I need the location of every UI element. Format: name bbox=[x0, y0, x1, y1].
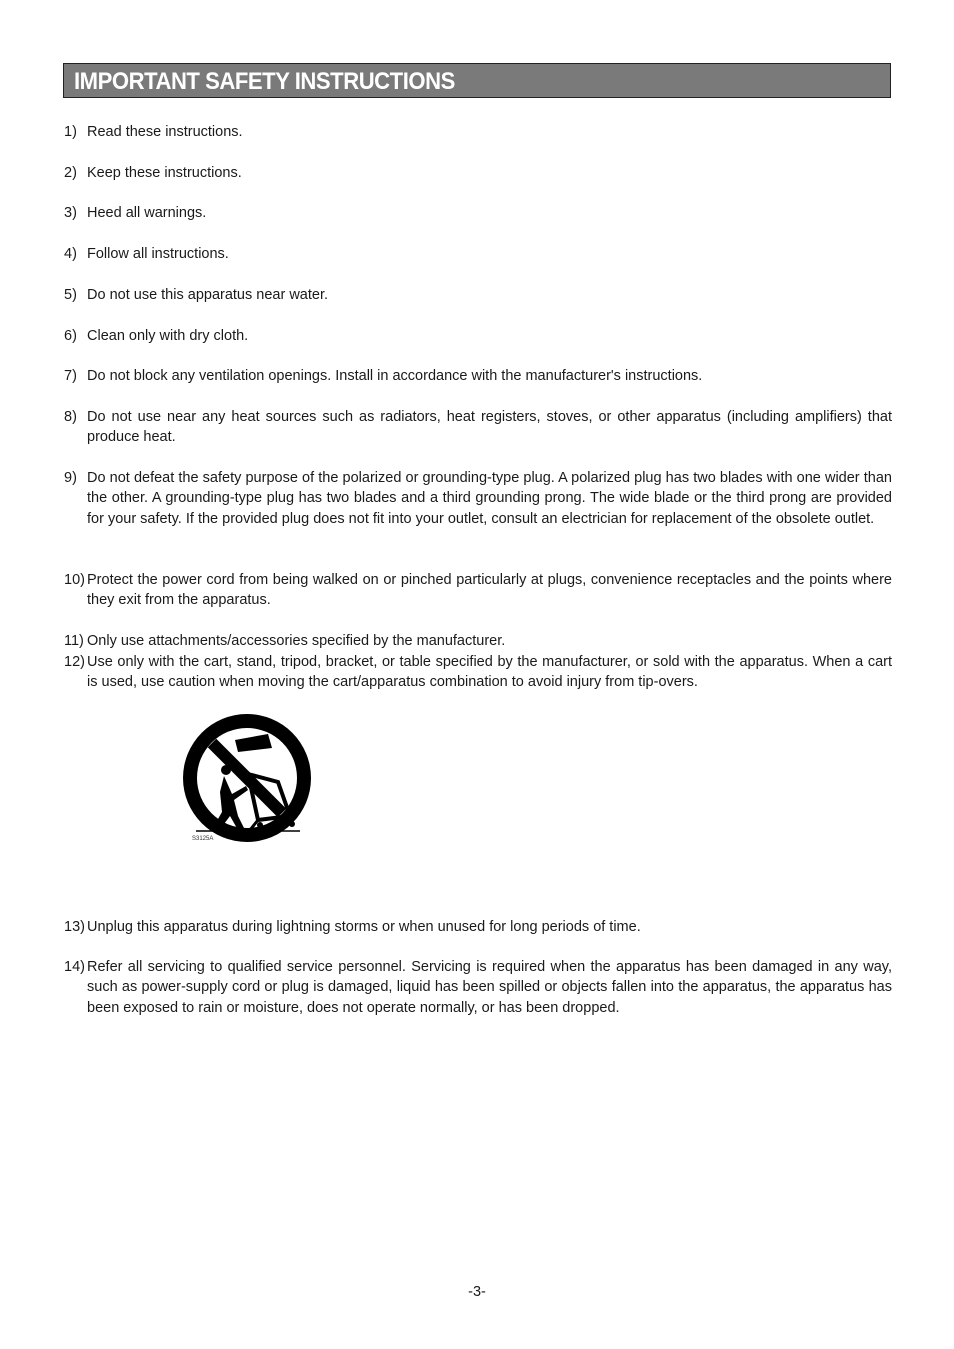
item-text: Use only with the cart, stand, tripod, bracket, or table specified by the manufacturer, or sold with the apparatus. When a cart is used, use caution when moving the cart/apparatus combination to avoid injury from tip-overs. bbox=[87, 654, 892, 691]
item-number: 5) bbox=[64, 287, 77, 303]
item-text: Follow all instructions. bbox=[87, 246, 229, 262]
item-number: 10) bbox=[64, 572, 85, 588]
instruction-item-3 bbox=[64, 203, 892, 223]
section-header bbox=[63, 63, 891, 98]
item-text: Only use attachments/accessories specified by the manufacturer. bbox=[87, 633, 506, 649]
item-number: 2) bbox=[64, 165, 77, 181]
item-text: Clean only with dry cloth. bbox=[87, 328, 249, 344]
item-number: 12) bbox=[64, 654, 85, 670]
item-text: Do not defeat the safety purpose of the polarized or grounding-type plug. A polarized plug has two blades with one wider than the other. A grounding-type plug has two blades and a third grounding prong. The wide blade or the third prong are provided for your safety. If the provided plug does not fit into your outlet, consult an electrician for replacement of the obsolete outlet. bbox=[87, 470, 892, 527]
item-number: 13) bbox=[64, 919, 85, 935]
instruction-item-2 bbox=[64, 163, 892, 183]
item-text: Do not block any ventilation openings. Install in accordance with the manufacturer's instructions. bbox=[87, 368, 703, 384]
instruction-item-7 bbox=[64, 366, 892, 386]
item-number: 11) bbox=[64, 633, 84, 649]
page-title: IMPORTANT SAFETY INSTRUCTIONS bbox=[74, 68, 455, 95]
item-text: Protect the power cord from being walked on or pinched particularly at plugs, convenience receptacles and the points where they exit from the apparatus. bbox=[87, 572, 892, 609]
item-number: 8) bbox=[64, 409, 77, 425]
instruction-item-13 bbox=[64, 917, 892, 937]
item-number: 6) bbox=[64, 328, 77, 344]
item-text: Heed all warnings. bbox=[87, 205, 207, 221]
item-text: Do not use this apparatus near water. bbox=[87, 287, 329, 303]
item-text: Read these instructions. bbox=[87, 124, 243, 140]
instruction-item-12 bbox=[64, 652, 892, 693]
instruction-item-8 bbox=[64, 407, 892, 448]
item-text: Do not use near any heat sources such as radiators, heat registers, stoves, or other apparatus (including amplifiers) that produce heat. bbox=[87, 409, 892, 446]
instruction-item-14 bbox=[64, 957, 892, 1018]
item-text: Keep these instructions. bbox=[87, 165, 242, 181]
item-text: Unplug this apparatus during lightning storms or when unused for long periods of time. bbox=[87, 919, 641, 935]
instruction-item-5 bbox=[64, 285, 892, 305]
instruction-item-6 bbox=[64, 326, 892, 346]
instruction-item-4 bbox=[64, 244, 892, 264]
item-text: Refer all servicing to qualified service personnel. Servicing is required when the apparatus has been damaged in any way, such as power-supply cord or plug is damaged, liquid has been spilled or objects fallen into the apparatus, the apparatus has been exposed to rain or moisture, does not operate normally, or has been dropped. bbox=[87, 959, 892, 1016]
instruction-item-1 bbox=[64, 122, 892, 142]
item-number: 9) bbox=[64, 470, 77, 486]
item-number: 7) bbox=[64, 368, 77, 384]
page-number: -3- bbox=[468, 1284, 486, 1300]
instruction-item-10 bbox=[64, 570, 892, 611]
item-number: 4) bbox=[64, 246, 77, 262]
instruction-item-11 bbox=[64, 631, 892, 651]
instruction-item-9 bbox=[64, 468, 892, 529]
item-number: 14) bbox=[64, 959, 85, 975]
item-number: 1) bbox=[64, 124, 77, 140]
figure-code: S3125A bbox=[192, 836, 214, 842]
cart-tip-over-warning-icon bbox=[180, 712, 315, 847]
item-number: 3) bbox=[64, 205, 77, 221]
